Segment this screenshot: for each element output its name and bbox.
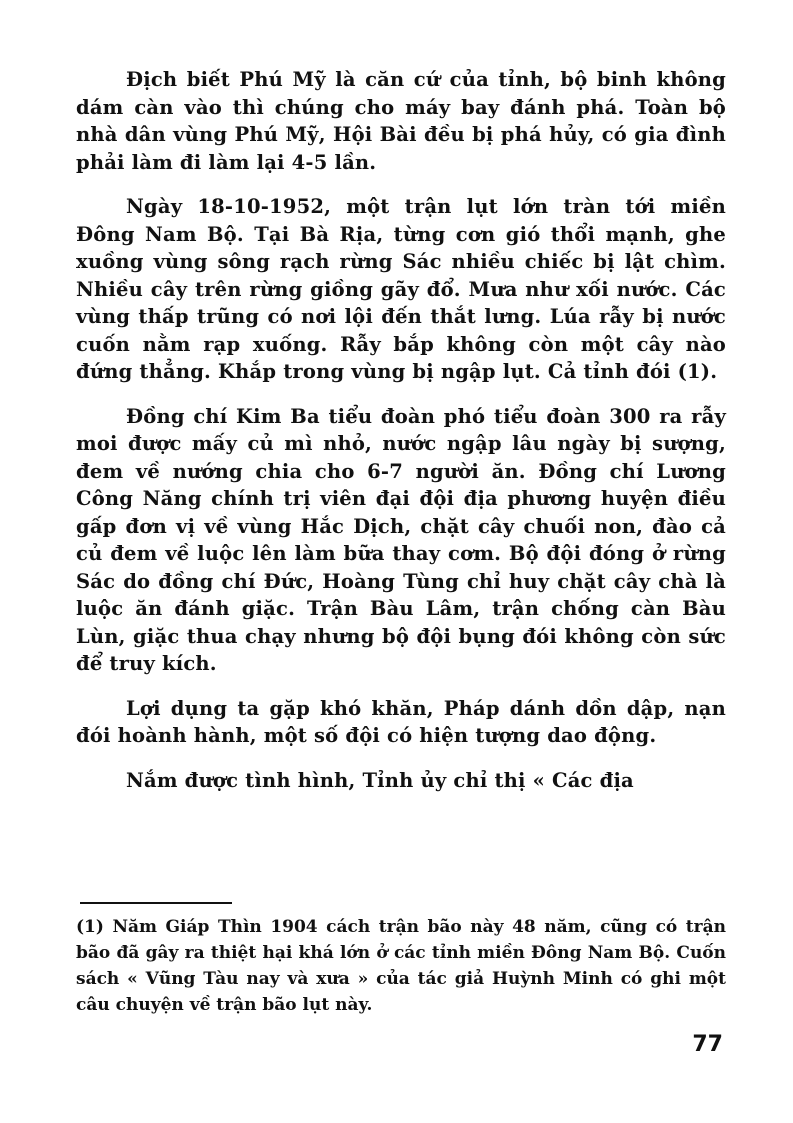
footnote-divider bbox=[80, 902, 232, 904]
paragraph-5: Nắm được tình hình, Tỉnh ủy chỉ thị « Các địa bbox=[126, 768, 634, 792]
paragraph-3: Đồng chí Kim Ba tiểu đoàn phó tiểu đoàn 300 ra rẫy moi được mấy củ mì nhỏ, nước ngập lâu ngày bị sượng, đem về nướng chia cho 6-7 người ăn. Đồng chí Lương Công Năng chính trị viên đại đội địa phương huyện điều gấp đơn vị về vùng Hắc Dịch, chặt cây chuối non, đào cả củ đem về luộc lên làm bữa thay cơm. Bộ đội đóng ở rừng Sác do đồng chí Đức, Hoàng Tùng chỉ huy chặt cây chà là luộc ăn đánh giặc. Trận Bàu Lâm, trận chống càn Bàu Lùn, giặc thua chạy nhưng bộ đội bụng đói không còn sức để truy kích. bbox=[76, 404, 726, 675]
footnote: (1) Năm Giáp Thìn 1904 cách trận bão này 48 năm, cũng có trận bão đã gây ra thiệt hại khá lớn ở các tỉnh miền Đông Nam Bộ. Cuốn sách « Vũng Tàu nay và xưa » của tác giả Huỳnh Minh có ghi một câu chuyện về trận bão lụt này. bbox=[76, 917, 726, 1015]
paragraph-2: Ngày 18-10-1952, một trận lụt lớn tràn tới miền Đông Nam Bộ. Tại Bà Rịa, từng cơn gió thổi mạnh, ghe xuồng vùng sông rạch rừng Sác nhiều chiếc bị lật chìm. Nhiều cây trên rừng giồng gãy đổ. Mưa như xối nước. Các vùng thấp trũng có nơi lội đến thắt lưng. Lúa rẫy bị nước cuốn nằm rạp xuống. Rẫy bắp không còn một cây nào đứng thẳng. Khắp trong vùng bị ngập lụt. Cả tỉnh đói (1). bbox=[76, 195, 726, 383]
body-text bbox=[76, 66, 726, 794]
page-number: 77 bbox=[692, 1032, 723, 1057]
paragraph-1: Địch biết Phú Mỹ là căn cứ của tỉnh, bộ binh không dám càn vào thì chúng cho máy bay đánh phá. Toàn bộ nhà dân vùng Phú Mỹ, Hội Bài đều bị phá hủy, có gia đình phải làm đi làm lại 4-5 lần. bbox=[76, 68, 726, 174]
paragraph-4: Lợi dụng ta gặp khó khăn, Pháp dánh dồn dập, nạn đói hoành hành, một số đội có hiện tượng dao động. bbox=[76, 696, 726, 747]
